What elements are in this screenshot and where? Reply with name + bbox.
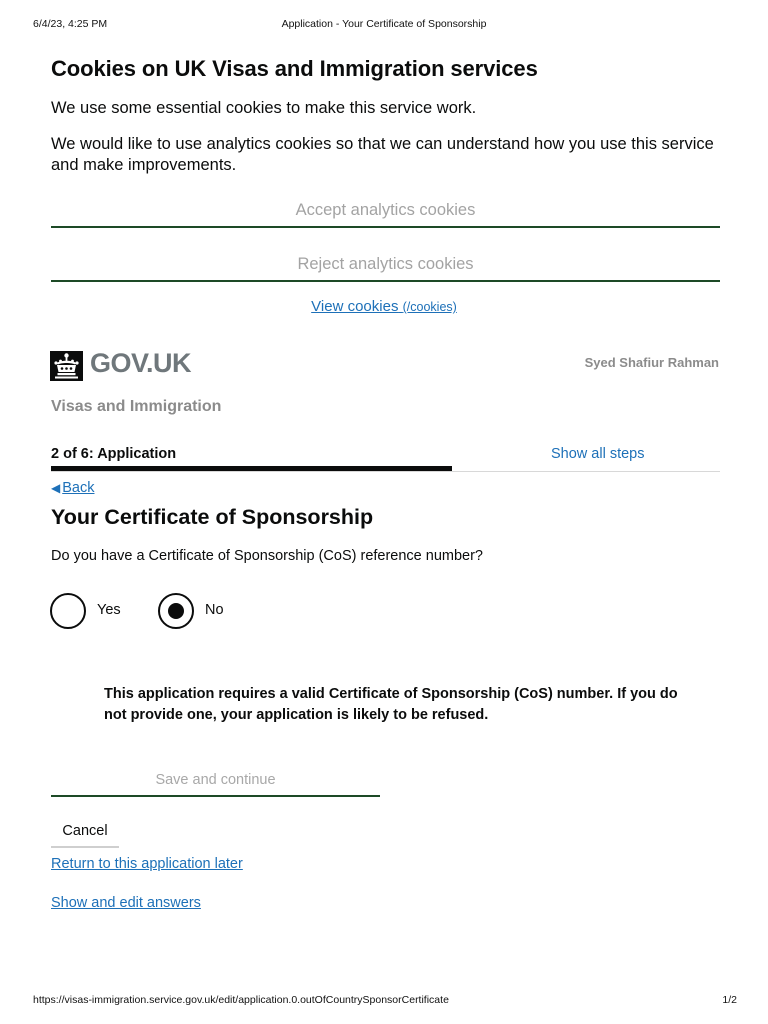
show-and-edit-answers-link[interactable]: Show and edit answers xyxy=(51,895,201,911)
signed-in-user-name: Syed Shafiur Rahman xyxy=(584,355,719,370)
warning-text: This application requires a valid Certificate of Sponsorship (CoS) number. If you do not provide one, your application is likely to be refused. xyxy=(104,686,678,723)
triangle-left-icon: ◀ xyxy=(51,481,61,495)
radio-option-yes[interactable] xyxy=(50,593,140,629)
reject-analytics-cookies-button[interactable]: Reject analytics cookies xyxy=(51,250,720,282)
progress-bar-fill xyxy=(51,466,452,471)
question-legend: Do you have a Certificate of Sponsorship (CoS) reference number? xyxy=(51,548,483,564)
print-datetime: 6/4/23, 4:25 PM xyxy=(33,18,108,30)
print-page-count: 1/2 xyxy=(722,994,737,1006)
view-cookies-row xyxy=(0,298,768,315)
cookie-banner-title: Cookies on UK Visas and Immigration services xyxy=(51,56,538,81)
back-link[interactable] xyxy=(51,480,94,496)
radio-label-no: No xyxy=(205,602,224,618)
save-and-continue-button[interactable]: Save and continue xyxy=(51,766,380,797)
page-title: Your Certificate of Sponsorship xyxy=(51,505,374,529)
radio-circle-no[interactable] xyxy=(158,593,194,629)
cookie-banner-text-analytics: We would like to use analytics cookies so that we can understand how you use this service and make improvements. xyxy=(51,135,714,174)
progress-bar-track xyxy=(51,471,720,472)
accept-analytics-cookies-button[interactable]: Accept analytics cookies xyxy=(51,196,720,228)
print-footer xyxy=(0,994,768,1008)
govuk-logo-link[interactable] xyxy=(50,350,200,384)
print-header xyxy=(0,18,768,32)
service-name: Visas and Immigration xyxy=(51,398,222,415)
crown-icon xyxy=(50,351,83,381)
radio-selected-dot xyxy=(168,603,184,619)
radio-option-no[interactable] xyxy=(158,593,248,629)
print-document-title: Application - Your Certificate of Sponsorship xyxy=(281,18,487,30)
show-all-steps-link[interactable]: Show all steps xyxy=(551,446,645,462)
cancel-button[interactable]: Cancel xyxy=(51,818,119,848)
return-later-link[interactable]: Return to this application later xyxy=(51,856,243,872)
radio-circle-yes[interactable] xyxy=(50,593,86,629)
view-cookies-link[interactable] xyxy=(311,298,457,315)
view-cookies-label: View cookies xyxy=(311,298,399,315)
cookie-banner-text-essential: We use some essential cookies to make this service work. xyxy=(51,99,477,117)
radio-label-yes: Yes xyxy=(97,602,121,618)
govuk-logo-text: GOV.UK xyxy=(90,348,192,378)
step-indicator: 2 of 6: Application xyxy=(51,446,177,462)
view-cookies-href: (/cookies) xyxy=(402,300,457,314)
print-url: https://visas-immigration.service.gov.uk/edit/application.0.outOfCountrySponsorCertificate xyxy=(33,994,449,1006)
back-link-label: Back xyxy=(62,480,95,496)
